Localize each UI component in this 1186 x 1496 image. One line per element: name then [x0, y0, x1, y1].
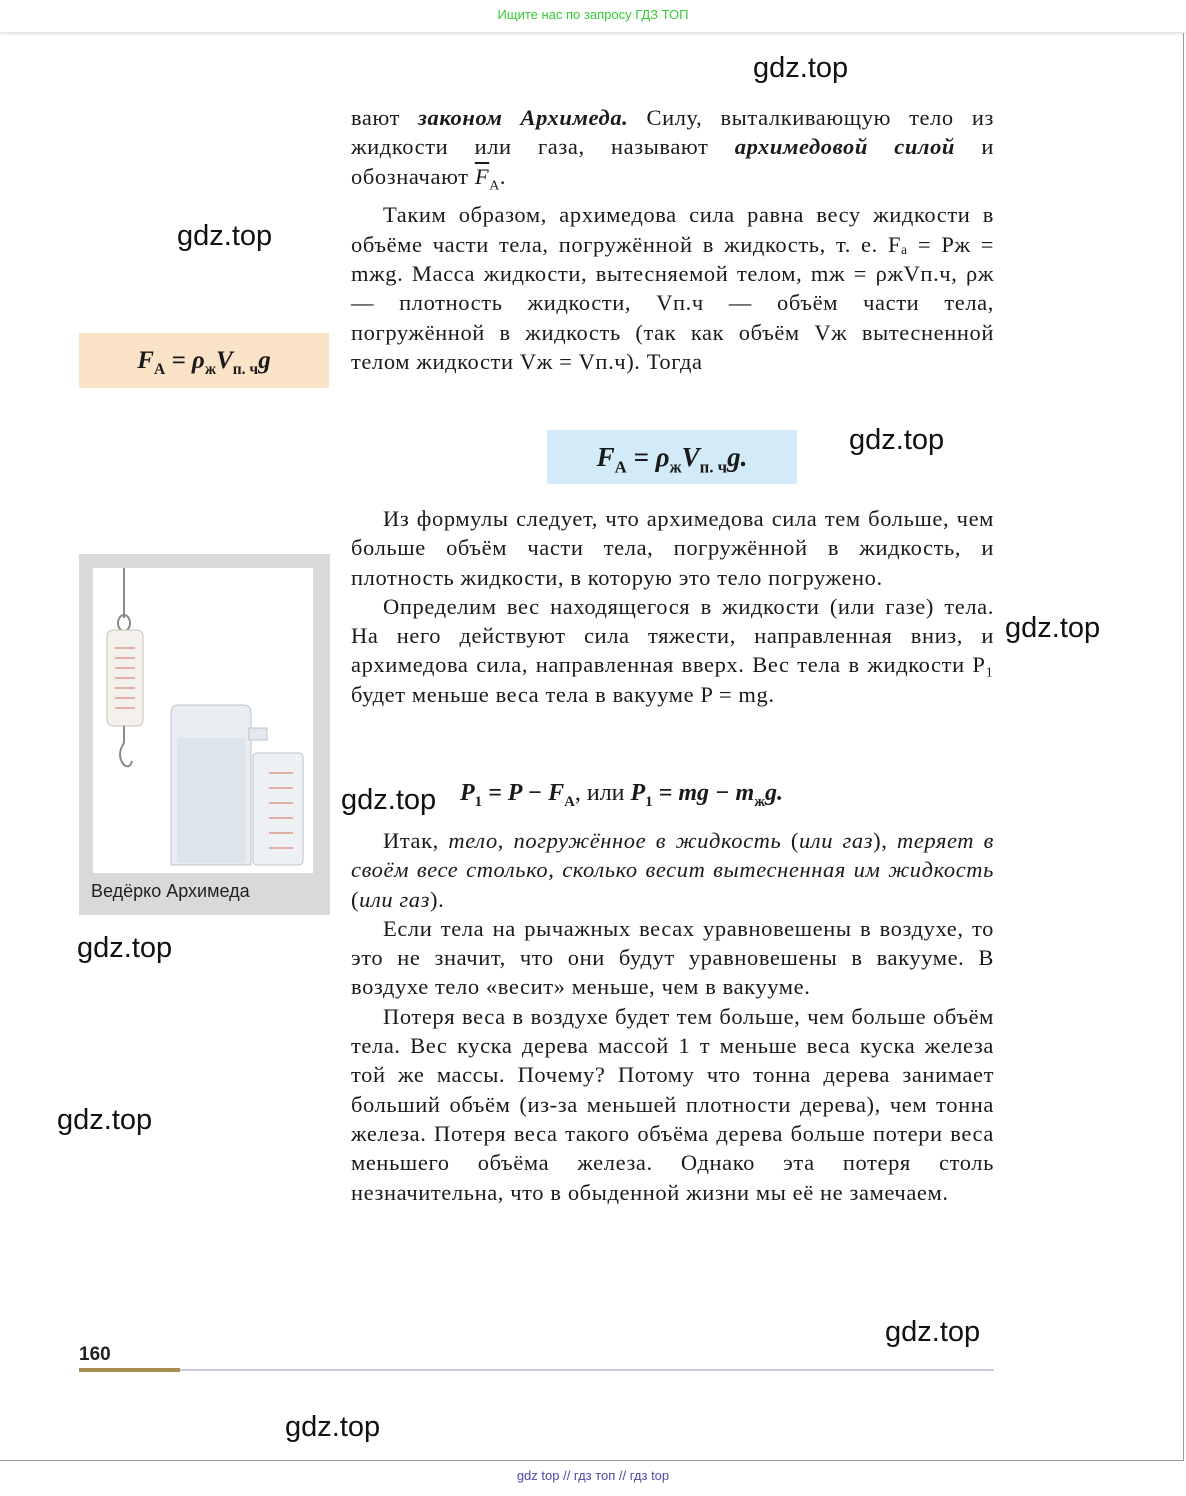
watermark: gdz.top [849, 424, 945, 456]
paragraph: Таким образом, архимедова сила равна весу жидкости в объёме части тела, погружённой в жидкость, т. е. Fₐ = Pж = mжg. Масса жидкости, вытесняемой телом, mж = ρжVп.ч, ρж — плотность жидкости, Vп.ч — объём части тела, погружённой в жидкость (так как объём Vж вытесненной телом жидкости Vж = Vп.ч). Тогда [351, 202, 994, 374]
archimedes-bucket-figure [79, 554, 330, 915]
watermark: gdz.top [1005, 612, 1101, 644]
formula-main-highlight: $F_A = \rho_жV_{п. ч}g$. [547, 430, 797, 484]
paragraph: Из формулы следует, что архимедова сила тем больше, чем больше объём части тела, погружённой в жидкость, и плотность жидкости, в которую это тело погружено. [351, 506, 994, 590]
paragraph: Итак, тело, погружённое в жидкость (или газ), теряет в своём весе столько, сколько весит вытесненная им жидкость (или газ). [351, 828, 995, 912]
term-archimedes-force: архимедовой силой [734, 134, 956, 160]
watermark: gdz.top [753, 52, 849, 84]
footer-links[interactable]: gdz top // гдз топ // гдз top [516, 1468, 670, 1483]
watermark: gdz.top [57, 1104, 153, 1136]
page-rule-accent [79, 1368, 180, 1372]
watermark: gdz.top [341, 784, 437, 816]
text-upper [351, 103, 994, 376]
watermark: gdz.top [285, 1411, 381, 1443]
force-symbol: $\overline{F}$ [474, 163, 490, 189]
paragraph: Потеря веса в воздухе будет тем больше, чем больше объём тела. Вес куска дерева массой 1 т меньше веса куска железа той же массы. Почему? Потому что тонна дерева занимает больший объём (из-за меньшей плотности дерева), чем тонна железа. Потеря веса такого объёма дерева больше потери веса меньшего объёма железа. Однако эта потеря столь незначительна, что в обыденной жизни мы её не замечаем. [351, 1003, 994, 1205]
paragraph: вают законом Архимеда. Силу, выталкивающую тело из жидкости или газа, называют архимедовой силой и обозначают $\overline{F}_A$. [351, 105, 994, 194]
term-archimedes-law: законом Архимеда. [418, 105, 629, 130]
top-banner: Ищите нас по запросу ГДЗ ТОП [0, 0, 1186, 32]
figure-caption: Ведёрко Архимеда [91, 881, 250, 901]
formula-weight-in-liquid: $P_1 = P - F_A$, или $P_1$ = mg − $m_жg$. [460, 780, 783, 810]
watermark: gdz.top [177, 220, 273, 252]
text-middle [351, 504, 994, 709]
watermark: gdz.top [77, 932, 173, 964]
paragraph: Определим вес находящегося в жидкости (или газе) тела. На него действуют сила тяжести, направленная вниз, и архимедова сила, направленная вверх. Вес тела в жидкости P₁ будет меньше веса тела в вакууме P = mg. [351, 593, 994, 707]
formula-side-highlight: $F_A = \rho_жV_{п. ч}g$ [79, 333, 329, 388]
text-lower [351, 826, 994, 1207]
page-number: 160 [79, 1344, 111, 1365]
archimedes-bucket-illustration [93, 568, 313, 873]
paragraph: Если тела на рычажных весах уравновешены в воздухе, то это не значит, что они будут уравновешены в вакууме. В воздухе тело «весит» меньше, чем в вакууме. [351, 915, 994, 1000]
watermark: gdz.top [885, 1316, 981, 1348]
page-rule [180, 1369, 994, 1371]
figure-photo [93, 568, 313, 873]
